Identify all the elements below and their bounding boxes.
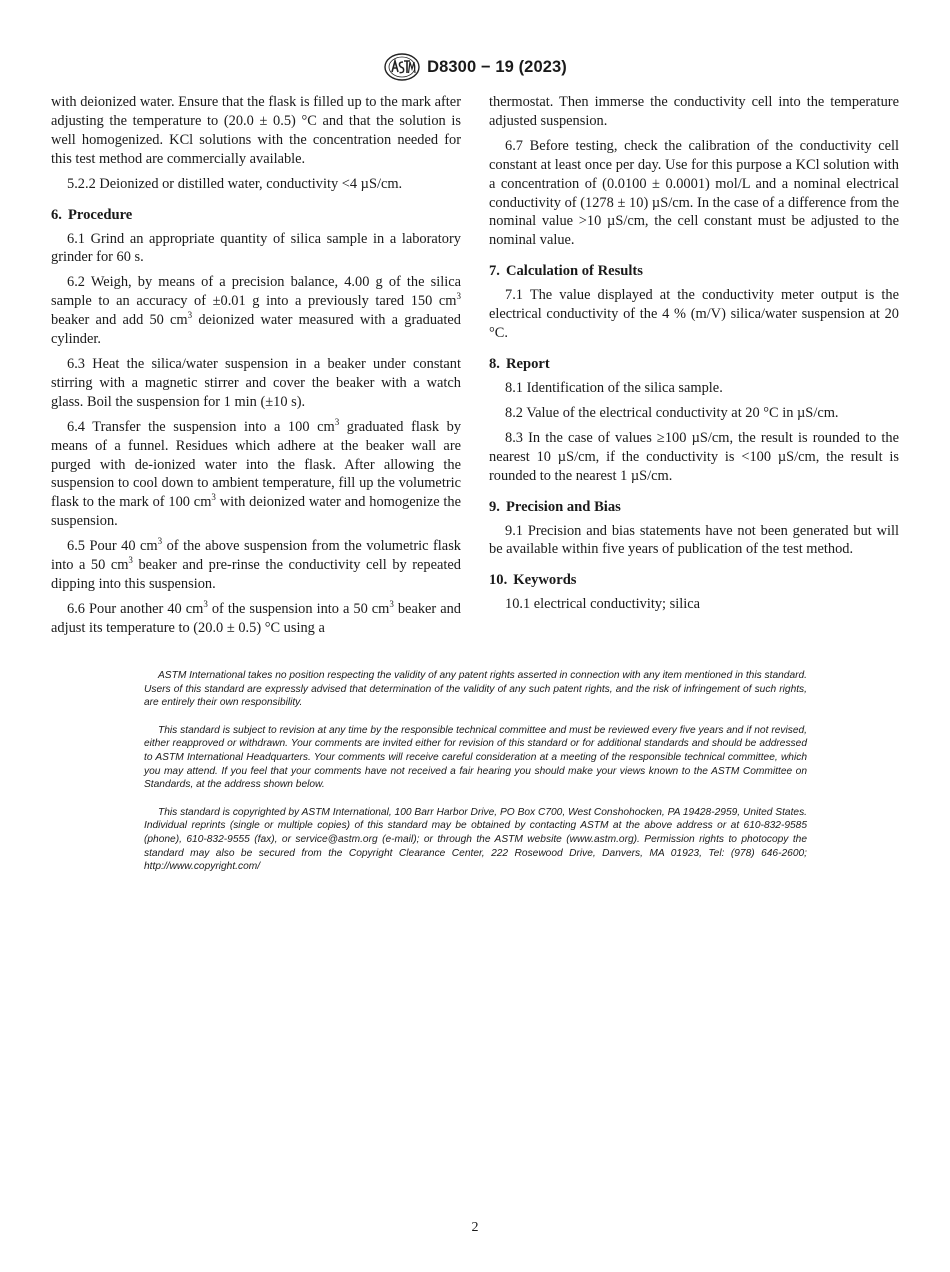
- section-title: Calculation of Results: [505, 263, 643, 280]
- section-6-heading: [51, 206, 461, 225]
- page-header: [0, 52, 950, 87]
- section-number: 10.: [489, 572, 508, 589]
- section-number: 8.: [489, 355, 500, 372]
- copyright-notice: This standard is copyrighted by ASTM International, 100 Barr Harbor Drive, PO Box C700, West Conshohocken, PA 19428-2959, United States. Individual reprints (single or multiple copies) of this standard may be obtained by contacting ASTM at the above address or at 610-832-9585 (phone), 610-832-9555 (fax), or service@astm.org (e-mail); or through the ASTM website (www.astm.org). Permission rights to photocopy the standard may also be secured from the Copyright Clearance Center, 222 Rosewood Drive, Danvers, MA 01923, Tel: (978) 646-2600; http://www.copyright.com/: [144, 806, 807, 873]
- section-9-heading: [489, 498, 899, 517]
- patent-notice: ASTM International takes no position respecting the validity of any patent rights asserted in connection with any item mentioned in this standard. Users of this standard are expressly advised that determination of the validity of any such patent rights, and the risk of infringement of such rights, are entirely their own responsibility.: [144, 670, 807, 709]
- paragraph-8-3: 8.3 In the case of values ≥100 µS/cm, the result is rounded to the nearest 10 µS/cm, if the conductivity is <100 µS/cm, the result is rounded to the nearest 1 µS/cm.: [489, 429, 899, 484]
- legal-notices: [144, 669, 807, 888]
- section-title: Precision and Bias: [505, 498, 621, 515]
- page-number: 2: [471, 1220, 479, 1235]
- paragraph-9-1: 9.1 Precision and bias statements have not been generated but will be available within five years of publication of the test method.: [489, 522, 899, 558]
- paragraph-6-3: 6.3 Heat the silica/water suspension in a beaker under constant stirring with a magnetic stirrer and cover the beaker with a watch glass. Boil the suspension for 1 min (±10 s).: [51, 355, 461, 410]
- section-number: 7.: [489, 263, 500, 280]
- paragraph-6-2: 6.2 Weigh, by means of a precision balance, 4.00 g of the silica sample to an accuracy of ±0.01 g into a previously tared 150 $cm^3$ beaker and add 50 $cm^3$ deionized water measured with a graduated cylinder.: [51, 274, 461, 348]
- section-number: 6.: [51, 206, 62, 223]
- left-column: [51, 93, 461, 644]
- paragraph-6-1: 6.1 Grind an appropriate quantity of silica sample in a laboratory grinder for 60 s.: [51, 230, 461, 266]
- section-title: Procedure: [67, 206, 133, 223]
- paragraph-6-6: 6.6 Pour another 40 $cm^3$ of the suspension into a 50 $cm^3$ beaker and adjust its temperature to (20.0 ± 0.5) °C using a: [51, 598, 461, 636]
- standard-designation: D8300 − 19 (2023): [427, 57, 567, 76]
- paragraph-6-7: 6.7 Before testing, check the calibration of the conductivity cell constant at least once per day. Use for this purpose a KCl solution with a concentration of (0.0100 ± 0.0001) mol/L and a nominal electrical conductivity of (1278 ± 10) µS/cm. In the case of a difference from the nominal value >10 µS/cm, the cell constant must be adjusted to the nominal value.: [489, 137, 899, 249]
- paragraph-continuation: thermostat. Then immerse the conductivity cell into the temperature adjusted suspension.: [489, 94, 899, 129]
- right-column: [489, 93, 899, 620]
- paragraph-5-2-2: 5.2.2 Deionized or distilled water, conductivity <4 µS/cm.: [67, 175, 403, 192]
- section-7-heading: [489, 262, 899, 281]
- paragraph-continuation: with deionized water. Ensure that the flask is filled up to the mark after adjusting the temperature to (20.0 ± 0.5) °C and that the solution is well homogenized. KCl solutions with the concentration needed for this test method are commercially available.: [51, 94, 461, 167]
- paragraph-8-1: 8.1 Identification of the silica sample.: [505, 379, 723, 396]
- paragraph-6-5: 6.5 Pour 40 $cm^3$ of the above suspension from the volumetric flask into a 50 $cm^3$ beaker and pre-rinse the conductivity cell by repeated dipping into this suspension.: [51, 536, 461, 592]
- paragraph-8-2: 8.2 Value of the electrical conductivity at 20 °C in µS/cm.: [505, 404, 839, 421]
- section-10-heading: [489, 571, 899, 590]
- paragraph-6-4: 6.4 Transfer the suspension into a 100 $cm^3$ graduated flask by means of a funnel. Residues which adhere at the beaker wall are purged with de-ionized water into the flask. After allowing the suspension to cool down to ambient temperature, fill up the volumetric flask to the mark of 100 $cm^3$ with deionized water and homogenize the suspension.: [51, 416, 462, 530]
- section-number: 9.: [489, 498, 500, 515]
- astm-logo-icon: [383, 52, 421, 82]
- section-title: Report: [505, 355, 550, 372]
- paragraph-10-1: 10.1 electrical conductivity; silica: [505, 596, 701, 613]
- paragraph-7-1: 7.1 The value displayed at the conductivity meter output is the electrical conductivity of the 4 % (m/V) silica/water suspension at 20 °C.: [489, 287, 899, 342]
- revision-notice: This standard is subject to revision at any time by the responsible technical committee and must be reviewed every five years and if not revised, either reapproved or withdrawn. Your comments are invited either for revision of this standard or for additional standards and should be addressed to ASTM International Headquarters. Your comments will receive careful consideration at a meeting of the responsible technical committee, which you may attend. If you feel that your comments have not received a fair hearing you should make your views known to the ASTM Committee on Standards, at the address shown below.: [144, 724, 807, 791]
- section-8-heading: [489, 355, 899, 374]
- section-title: Keywords: [513, 572, 577, 589]
